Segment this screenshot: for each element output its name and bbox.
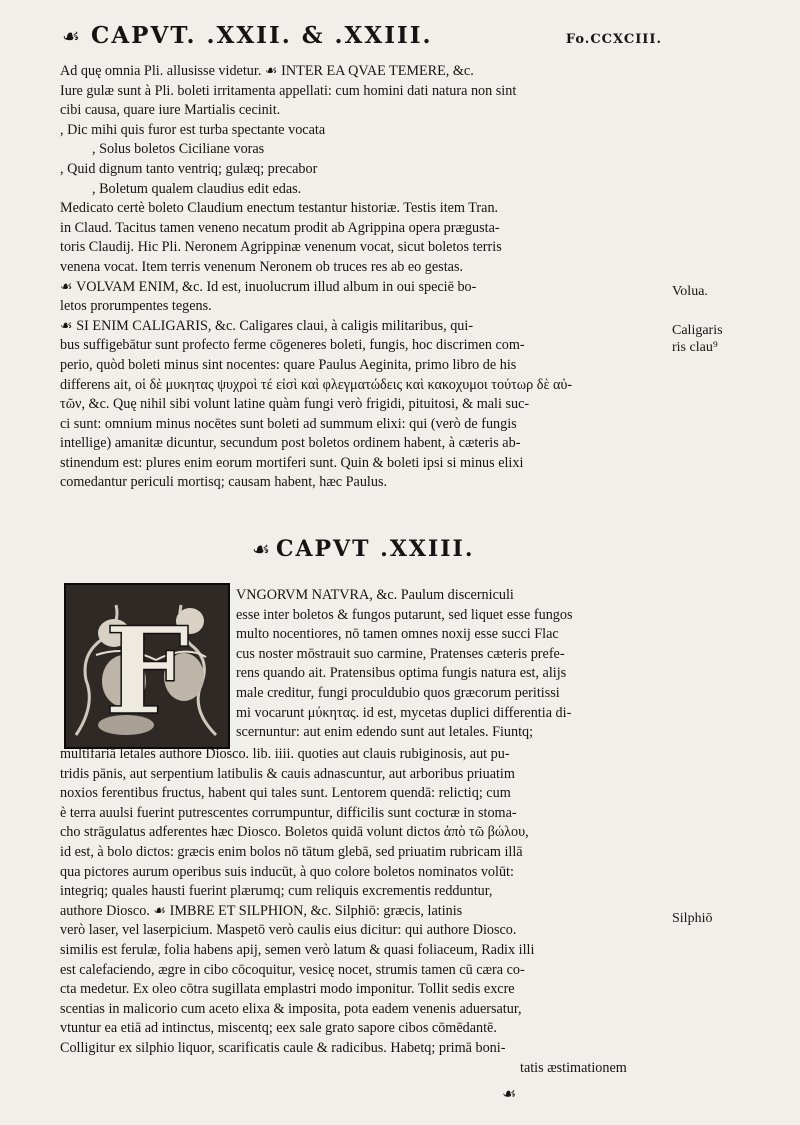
fleuron-ornament-icon: ☙	[252, 537, 270, 561]
text-line: intellige) amanitæ dicuntur, secundum post boletos ordinem habent, à cæteris ab-	[60, 435, 521, 452]
text-line: letos prorumpentes tegens.	[60, 298, 212, 315]
text-line: multifariā letales authore Diosco. lib. iiii. quoties aut clauis rubiginosis, aut pu-	[60, 746, 510, 762]
text-line: ☙ SI ENIM CALIGARIS, &c. Caligares claui, à caligis militaribus, qui-	[60, 317, 474, 334]
folio-number: Fo.CCXCIII.	[565, 32, 662, 47]
chapter-23-heading	[252, 536, 552, 566]
margin-note-line: ris clau⁹	[672, 340, 718, 355]
text-line: tridis pānis, aut serpentium latibulis & cauis adnascuntur, aut arboribus priuatim	[60, 765, 515, 782]
text-line: Iure gulæ sunt à Pli. boleti irritamenta appellati: cum homini dati natura non sint	[60, 82, 517, 99]
running-title: CAPVT. .XXII. & .XXIII.	[91, 22, 433, 49]
text-line: vtuntur ea etiā ad intinctus, miscentq; eex sale grato sapore cibos cōmēdantē.	[60, 1020, 497, 1037]
chapter-23-text	[60, 745, 685, 1078]
text-line: similis est ferulæ, folia habens apij, semen verò latum & quasi foliaceum, Radix illi	[60, 941, 535, 958]
page-header	[62, 22, 662, 54]
text-line: integriq; quales hausti fuerint plærumq; cum reliquis excrementis redduntur,	[60, 883, 493, 900]
chapter-22-text	[60, 62, 680, 493]
text-line: cus noster mōstrauit suo carmine, Pratenses cæteris prefe-	[236, 645, 565, 662]
text-line: in Claud. Tacitus tamen veneno necatum prodit ab Agrippina opera prægusta-	[60, 219, 500, 236]
margin-note-caligaris	[672, 322, 723, 356]
text-line: Medicato certè boleto Claudium enectum testantur historiæ. Testis item Tran.	[60, 200, 499, 217]
text-line: rens quando ait. Pratensibus optima fungis natura est, alijs	[236, 665, 567, 682]
text-line: scernuntur: aut enim edendo sunt aut letales. Fiuntq;	[236, 724, 534, 741]
text-line: ci sunt: omnium minus nocētes sunt boleti ad summum elixi: qui (verò de fungis	[60, 415, 517, 432]
text-line: cho strāgulatus adferentes hæc Diosco. Boletos quidā volunt dictos ἀπὸ τῶ βώλου,	[60, 824, 529, 841]
chapter-title: CAPVT .XXIII.	[275, 536, 475, 562]
text-line: comedantur periculi mortisq; causam habent, hæc Paulus.	[60, 474, 388, 491]
verse-line: , Solus boletos Ciciliane voras	[92, 141, 265, 158]
greek-text-line: differens ait, οἱ δὲ μυκητας ψυχροὶ τέ εἰσὶ καὶ φλεγματώδεις καὶ κακοχυμοι τούτωρ δὲ αὐ-	[60, 376, 573, 393]
text-line: venena vocat. Item terris venenum Neronem ob truces res ab eo gestas.	[60, 258, 464, 275]
margin-note-line: Caligaris	[672, 323, 723, 338]
text-line: bus suffigebātur sunt profecto ferme cōgeneres boleti, fungis, hoc discrimen com-	[60, 337, 525, 354]
initial-letter: F	[104, 601, 190, 742]
text-line: stinendum est: plures enim eorum mortiferi sunt. Quin & boleti ipsi si minus elixi	[60, 454, 524, 471]
woodcut-initial-illustration	[66, 585, 228, 747]
text-line: tatis æstimationem	[520, 1059, 627, 1076]
text-line: VNGORVM NATVRA, &c. Paulum discerniculi	[236, 587, 514, 603]
text-line: mi vocarunt μύκητας. id est, mycetas duplici differentia di-	[236, 704, 572, 721]
text-line: est calefaciendo, ægre in cibo cōcoquitur, vesicę nocet, strumis tamen cū cæra co-	[60, 961, 525, 978]
fleuron-ornament-icon: ☙	[62, 24, 80, 48]
text-line: cta medetur. Ex oleo cōtra sugillata emplastri modo imponitur. Tollit sedis excre	[60, 981, 515, 998]
margin-note-volua: Volua.	[672, 284, 708, 299]
text-line: τῶν, &c. Quę nihil sibi volunt latine quàm fungi verò frigidi, pituitosi, & mali suc-	[60, 396, 530, 413]
verse-line: , Quid dignum tanto ventriq; gulæq; precabor	[60, 160, 318, 177]
text-line: esse inter boletos & fungos putarunt, sed liquet esse fungos	[236, 606, 573, 623]
text-line: cibi causa, quare iure Martialis cecinit.	[60, 102, 281, 119]
header-title-group	[62, 22, 432, 49]
text-line: qua pictores aurum operibus suis inducūt, à quo colore boletos nominatos volūt:	[60, 863, 514, 880]
chapter-23-text-wrapped	[236, 586, 686, 743]
text-line: male creditur, fungi proculdubio quos græcorum peritissi	[236, 684, 560, 701]
text-line: è terra auulsi fuerint putrescentes corrumpuntur, difficilis sunt cocturæ in stoma-	[60, 804, 517, 821]
text-line: noxios ferentibus fructus, habent qui tales sunt. Lentorem quendā: relictiq; cum	[60, 785, 511, 802]
text-line: ☙ VOLVAM ENIM, &c. Id est, inuolucrum illud album in oui speciē bo-	[60, 278, 477, 295]
verse-line: , Dic mihi quis furor est turba spectante vocata	[60, 121, 326, 138]
text-line: id est, à bolo dictos: græcis enim bolos nō tātum glebā, sed priuatim rubricam illā	[60, 843, 523, 860]
text-line: Ad quę omnia Pli. allusisse videtur. ☙ INTER EA QVAE TEMERE, &c.	[60, 63, 474, 79]
verse-line: , Boletum qualem claudius edit edas.	[92, 180, 302, 197]
text-line: scentias in malicorio cum aceto elixa & imposita, pota eadem venenis aduersatur,	[60, 1000, 522, 1017]
fleuron-ornament-icon: ☙	[502, 1084, 517, 1103]
margin-note-silphio: Silphiō	[672, 911, 713, 926]
text-line: verò laser, vel laserpicium. Maspetō verò caulis eius dicitur: qui authore Diosco.	[60, 922, 517, 939]
text-line: perio, quòd boleti minus sint nocentes: quare Paulus Aeginita, primo libro de his	[60, 356, 517, 373]
decorated-initial-f	[64, 583, 230, 749]
text-line: multo nocentiores, nō tamen omnes noxij esse succi Flac	[236, 626, 559, 643]
text-line: Colligitur ex silphio liquor, scarificatis caule & radicibus. Habetq; primā boni-	[60, 1039, 506, 1056]
text-line: toris Claudij. Hic Pli. Neronem Agrippinæ venenum vocat, sicut boletos terris	[60, 239, 502, 256]
text-line: authore Diosco. ☙ IMBRE ET SILPHION, &c. Silphiō: græcis, latinis	[60, 902, 463, 919]
